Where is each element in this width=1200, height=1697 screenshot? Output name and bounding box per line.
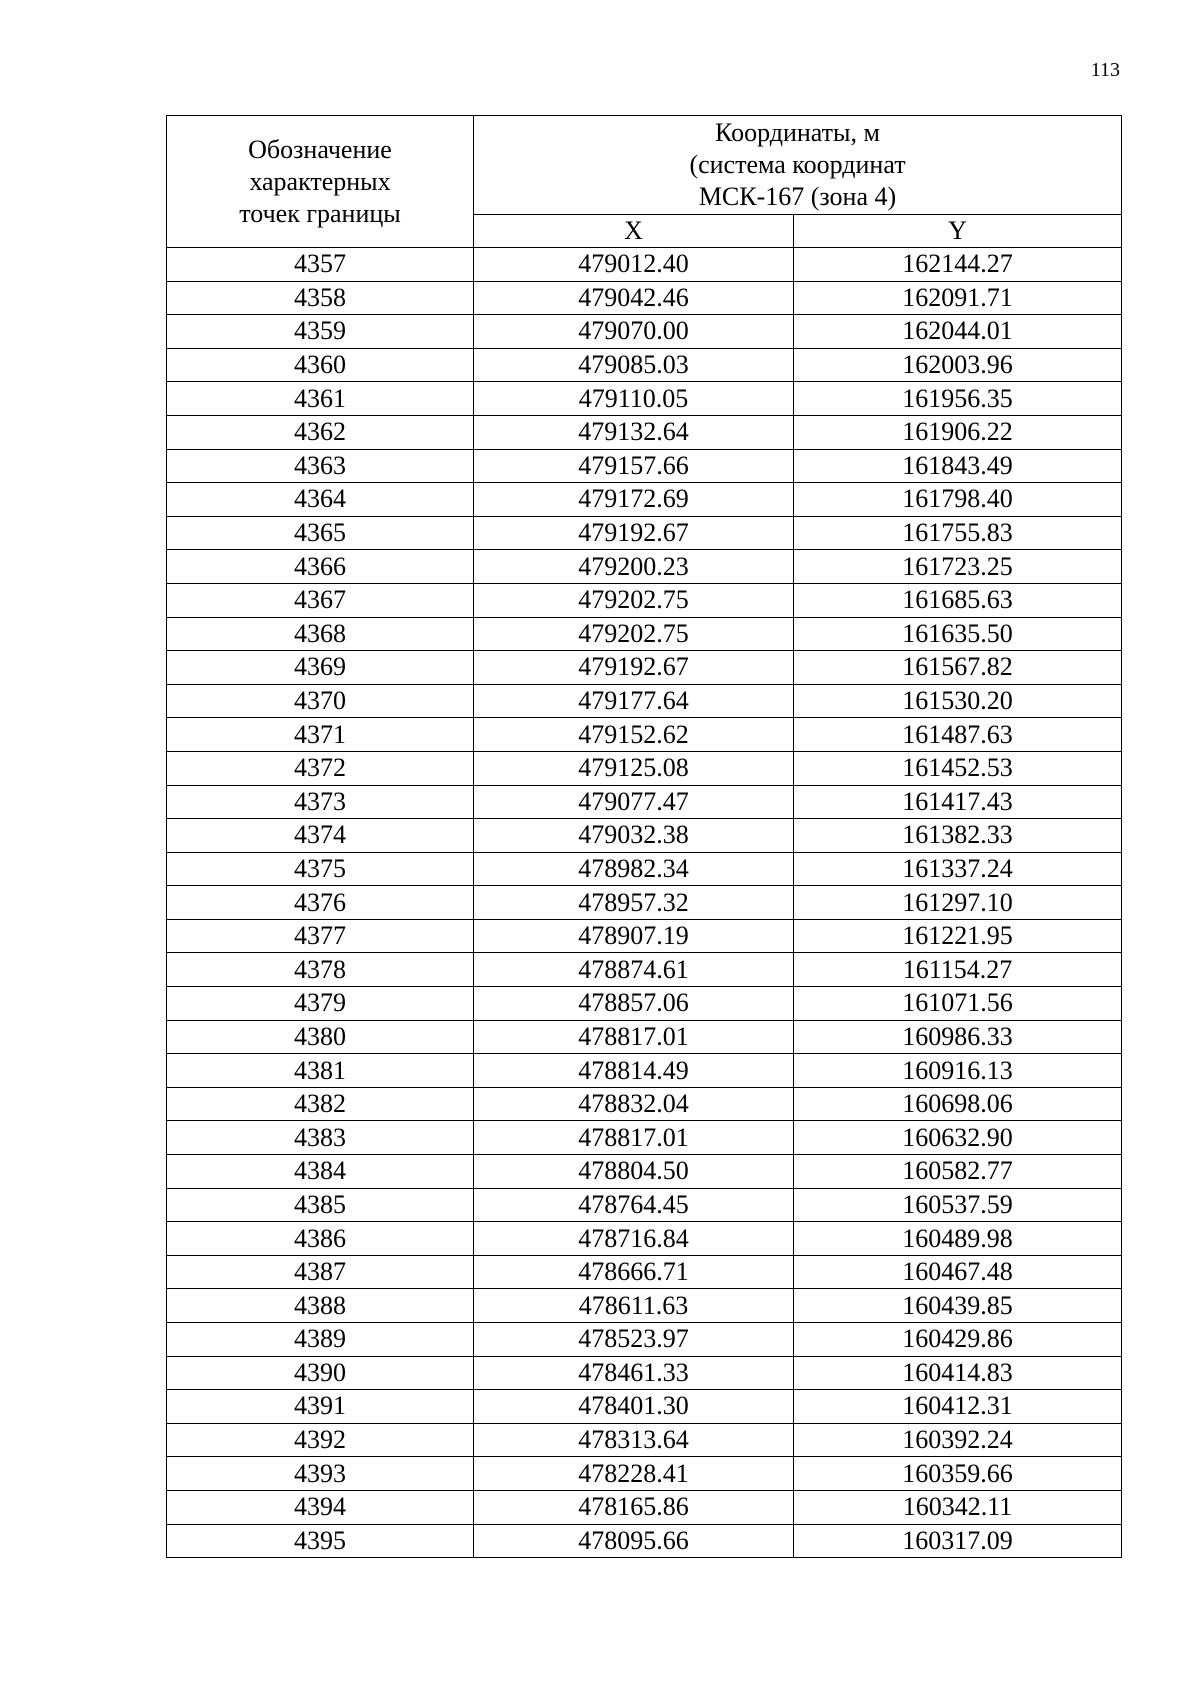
y-coordinate-cell: 160537.59 [794,1188,1122,1222]
point-id-cell: 4375 [167,852,474,886]
table-row [167,1255,1122,1289]
x-coordinate-cell: 479125.08 [474,751,794,785]
x-coordinate-cell: 478666.71 [474,1255,794,1289]
table-row [167,987,1122,1021]
point-id-cell: 4381 [167,1054,474,1088]
y-coordinate-cell: 161843.49 [794,449,1122,483]
table-row [167,550,1122,584]
point-id-cell: 4383 [167,1121,474,1155]
x-coordinate-cell: 478957.32 [474,886,794,920]
table-row [167,1087,1122,1121]
table-row [167,583,1122,617]
table-row [167,651,1122,685]
table-row [167,1490,1122,1524]
x-coordinate-cell: 479177.64 [474,684,794,718]
x-coordinate-cell: 478804.50 [474,1155,794,1189]
point-id-cell: 4374 [167,819,474,853]
point-id-cell: 4382 [167,1087,474,1121]
point-id-cell: 4391 [167,1390,474,1424]
x-coordinate-cell: 478228.41 [474,1457,794,1491]
y-coordinate-cell: 161221.95 [794,919,1122,953]
x-coordinate-cell: 478874.61 [474,953,794,987]
point-id-cell: 4392 [167,1423,474,1457]
x-coordinate-cell: 479192.67 [474,651,794,685]
table-row [167,415,1122,449]
table-row [167,1020,1122,1054]
point-id-cell: 4360 [167,348,474,382]
table-row [167,1457,1122,1491]
y-coordinate-cell: 160359.66 [794,1457,1122,1491]
y-coordinate-cell: 161906.22 [794,415,1122,449]
point-id-cell: 4387 [167,1255,474,1289]
x-coordinate-cell: 478814.49 [474,1054,794,1088]
table-row [167,281,1122,315]
point-id-cell: 4379 [167,987,474,1021]
point-id-cell: 4362 [167,415,474,449]
table-row [167,718,1122,752]
table-row [167,953,1122,987]
table-row [167,819,1122,853]
x-coordinate-cell: 478817.01 [474,1020,794,1054]
x-coordinate-cell: 478461.33 [474,1356,794,1390]
y-coordinate-cell: 161635.50 [794,617,1122,651]
point-id-cell: 4380 [167,1020,474,1054]
point-id-cell: 4389 [167,1323,474,1357]
point-id-cell: 4365 [167,516,474,550]
table-row [167,248,1122,282]
table-row [167,684,1122,718]
point-id-cell: 4393 [167,1457,474,1491]
x-coordinate-cell: 478716.84 [474,1222,794,1256]
y-coordinate-cell: 161452.53 [794,751,1122,785]
y-coordinate-cell: 161337.24 [794,852,1122,886]
point-id-cell: 4371 [167,718,474,752]
y-column-header: Y [794,215,1122,248]
x-coordinate-cell: 478523.97 [474,1323,794,1357]
y-coordinate-cell: 160429.86 [794,1323,1122,1357]
y-coordinate-cell: 160582.77 [794,1155,1122,1189]
table-row [167,382,1122,416]
y-coordinate-cell: 161071.56 [794,987,1122,1021]
point-id-cell: 4385 [167,1188,474,1222]
x-coordinate-cell: 479202.75 [474,617,794,651]
y-coordinate-cell: 162003.96 [794,348,1122,382]
table-row [167,1423,1122,1457]
y-coordinate-cell: 161297.10 [794,886,1122,920]
y-coordinate-cell: 161382.33 [794,819,1122,853]
y-coordinate-cell: 161487.63 [794,718,1122,752]
y-coordinate-cell: 161798.40 [794,483,1122,517]
x-coordinate-cell: 479132.64 [474,415,794,449]
point-id-cell: 4388 [167,1289,474,1323]
point-id-cell: 4395 [167,1524,474,1558]
y-coordinate-cell: 161685.63 [794,583,1122,617]
y-coordinate-cell: 161154.27 [794,953,1122,987]
coordinates-table [166,115,1122,1558]
x-coordinate-cell: 478401.30 [474,1390,794,1424]
table-row [167,886,1122,920]
point-id-cell: 4378 [167,953,474,987]
table-row [167,1054,1122,1088]
table-row [167,785,1122,819]
point-id-cell: 4394 [167,1490,474,1524]
y-coordinate-cell: 160916.13 [794,1054,1122,1088]
point-id-cell: 4372 [167,751,474,785]
point-id-cell: 4361 [167,382,474,416]
table-row [167,852,1122,886]
y-coordinate-cell: 160986.33 [794,1020,1122,1054]
table-body [167,248,1122,1558]
x-coordinate-cell: 479032.38 [474,819,794,853]
point-id-cell: 4359 [167,315,474,349]
y-coordinate-cell: 161567.82 [794,651,1122,685]
point-id-cell: 4368 [167,617,474,651]
table-header [167,116,1122,248]
point-id-cell: 4369 [167,651,474,685]
table-row [167,751,1122,785]
x-coordinate-cell: 479012.40 [474,248,794,282]
y-coordinate-cell: 160392.24 [794,1423,1122,1457]
x-coordinate-cell: 479202.75 [474,583,794,617]
y-coordinate-cell: 162044.01 [794,315,1122,349]
table-row [167,1188,1122,1222]
table-row [167,1356,1122,1390]
point-id-cell: 4386 [167,1222,474,1256]
y-coordinate-cell: 160342.11 [794,1490,1122,1524]
x-coordinate-cell: 478857.06 [474,987,794,1021]
table-row [167,483,1122,517]
table-row [167,1155,1122,1189]
table-row [167,1323,1122,1357]
table-row [167,1121,1122,1155]
y-coordinate-cell: 160414.83 [794,1356,1122,1390]
point-id-cell: 4364 [167,483,474,517]
x-coordinate-cell: 479085.03 [474,348,794,382]
table-row [167,449,1122,483]
point-id-cell: 4358 [167,281,474,315]
x-coordinate-cell: 478095.66 [474,1524,794,1558]
table-row [167,1222,1122,1256]
y-coordinate-cell: 161417.43 [794,785,1122,819]
x-coordinate-cell: 479152.62 [474,718,794,752]
x-coordinate-cell: 478832.04 [474,1087,794,1121]
y-coordinate-cell: 160467.48 [794,1255,1122,1289]
x-coordinate-cell: 478165.86 [474,1490,794,1524]
point-id-cell: 4367 [167,583,474,617]
y-coordinate-cell: 161723.25 [794,550,1122,584]
x-coordinate-cell: 479110.05 [474,382,794,416]
x-coordinate-cell: 478764.45 [474,1188,794,1222]
point-id-cell: 4373 [167,785,474,819]
y-coordinate-cell: 160317.09 [794,1524,1122,1558]
y-coordinate-cell: 160412.31 [794,1390,1122,1424]
x-coordinate-cell: 479172.69 [474,483,794,517]
x-coordinate-cell: 479157.66 [474,449,794,483]
x-coordinate-cell: 478907.19 [474,919,794,953]
x-coordinate-cell: 479077.47 [474,785,794,819]
y-coordinate-cell: 161530.20 [794,684,1122,718]
point-id-cell: 4384 [167,1155,474,1189]
x-coordinate-cell: 479200.23 [474,550,794,584]
table-row [167,516,1122,550]
y-coordinate-cell: 161956.35 [794,382,1122,416]
y-coordinate-cell: 160632.90 [794,1121,1122,1155]
point-id-cell: 4366 [167,550,474,584]
x-coordinate-cell: 478817.01 [474,1121,794,1155]
point-id-cell: 4390 [167,1356,474,1390]
y-coordinate-cell: 162144.27 [794,248,1122,282]
x-coordinate-cell: 478313.64 [474,1423,794,1457]
x-coordinate-cell: 478982.34 [474,852,794,886]
point-designation-header: Обозначение характерных точек границы [167,116,474,248]
point-id-cell: 4377 [167,919,474,953]
coordinates-header: Координаты, м (система координат МСК-167 (зона 4) [474,116,1122,215]
point-id-cell: 4370 [167,684,474,718]
point-id-cell: 4363 [167,449,474,483]
y-coordinate-cell: 161755.83 [794,516,1122,550]
x-coordinate-cell: 479070.00 [474,315,794,349]
x-coordinate-cell: 478611.63 [474,1289,794,1323]
y-coordinate-cell: 160439.85 [794,1289,1122,1323]
page-number: 113 [1090,59,1120,81]
point-id-cell: 4357 [167,248,474,282]
table-row [167,617,1122,651]
table-row [167,1289,1122,1323]
y-coordinate-cell: 162091.71 [794,281,1122,315]
x-column-header: X [474,215,794,248]
y-coordinate-cell: 160698.06 [794,1087,1122,1121]
table-row [167,919,1122,953]
y-coordinate-cell: 160489.98 [794,1222,1122,1256]
point-id-cell: 4376 [167,886,474,920]
table-row [167,1524,1122,1558]
x-coordinate-cell: 479042.46 [474,281,794,315]
table-row [167,315,1122,349]
x-coordinate-cell: 479192.67 [474,516,794,550]
table-row [167,348,1122,382]
table-row [167,1390,1122,1424]
